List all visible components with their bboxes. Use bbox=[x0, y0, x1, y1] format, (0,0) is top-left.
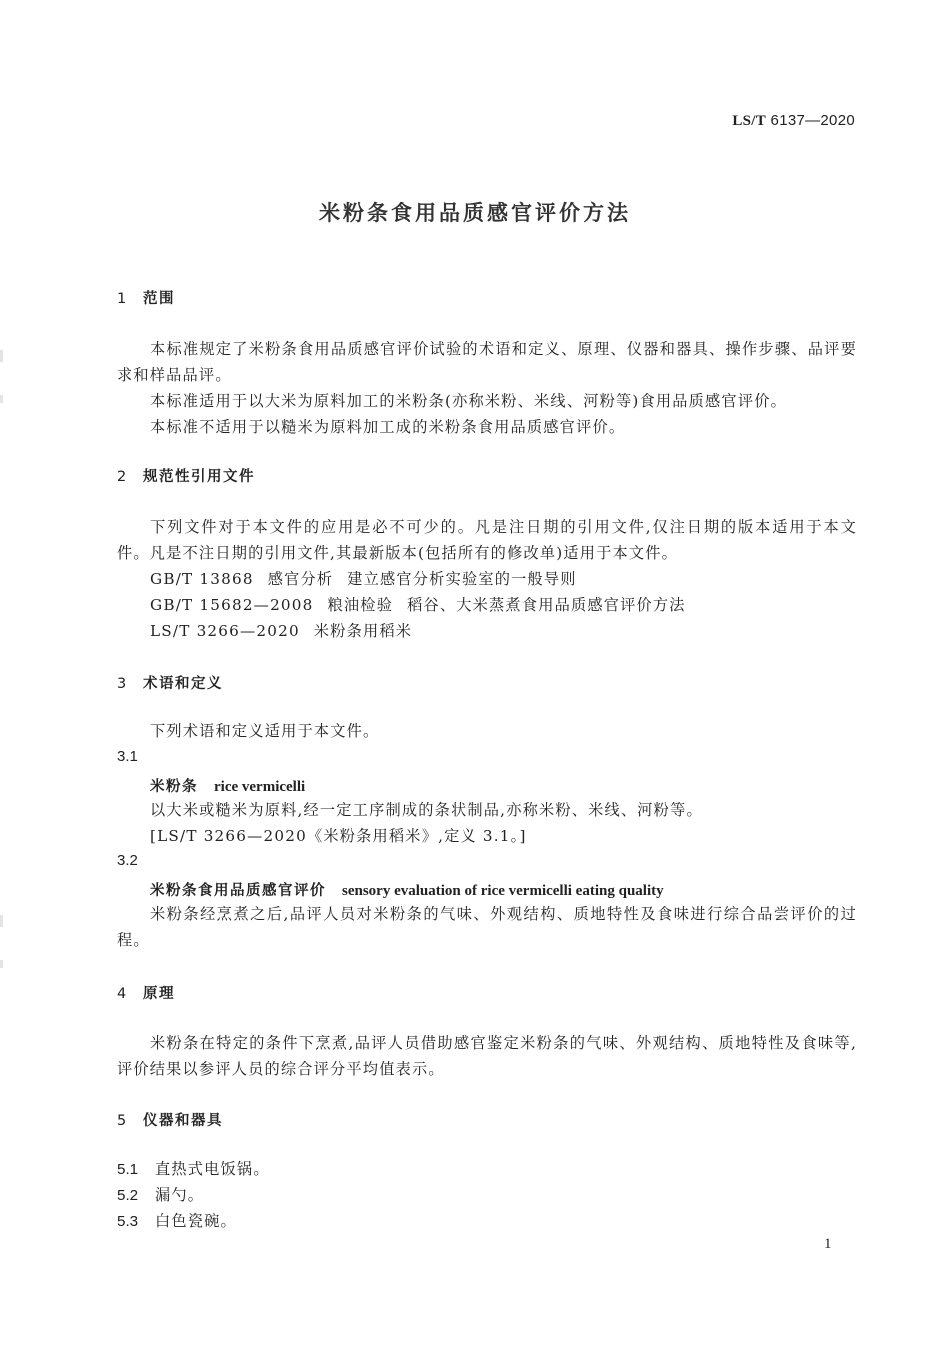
term-entry bbox=[150, 775, 305, 796]
list-item bbox=[117, 1210, 237, 1231]
section-title: 规范性引用文件 bbox=[143, 469, 255, 485]
term-entry bbox=[150, 879, 664, 900]
reference-item bbox=[150, 566, 577, 592]
standard-code: 6137—2020 bbox=[770, 112, 855, 129]
section-title: 仪器和器具 bbox=[143, 1113, 223, 1129]
scan-artifact bbox=[0, 350, 3, 362]
item-number: 5.1 bbox=[117, 1161, 139, 1178]
term-number: 3.1 bbox=[117, 748, 138, 765]
term-source: [LS/T 3266—2020《米粉条用稻米》,定义 3.1。] bbox=[150, 827, 527, 845]
section-number: 4 bbox=[117, 986, 127, 1002]
reference-item bbox=[150, 592, 686, 618]
item-number: 5.3 bbox=[117, 1213, 139, 1230]
term-en: sensory evaluation of rice vermicelli eating quality bbox=[342, 883, 664, 899]
reference-title-part: 建立感官分析实验室的一般导则 bbox=[347, 570, 577, 588]
reference-title-part: 粮油检验 bbox=[327, 596, 394, 614]
paragraph: 本标准不适用于以糙米为原料加工成的米粉条食用品质感官评价。 bbox=[150, 418, 626, 436]
section-number: 1 bbox=[117, 291, 127, 307]
reference-code: GB/T 15682—2008 bbox=[150, 596, 314, 614]
section-title: 范围 bbox=[143, 291, 175, 307]
page-number: 1 bbox=[824, 1236, 832, 1252]
term-number: 3.2 bbox=[117, 852, 138, 869]
section-heading-3 bbox=[117, 672, 223, 693]
item-text: 漏勺。 bbox=[155, 1186, 205, 1204]
term-en: rice vermicelli bbox=[214, 779, 306, 795]
section-heading-5 bbox=[117, 1109, 223, 1130]
paragraph: 本标准规定了米粉条食用品质感官评价试验的术语和定义、原理、仪器和器具、操作步骤、品评要求和样品品评。 bbox=[117, 340, 857, 384]
paragraph: 本标准适用于以大米为原料加工的米粉条(亦称米粉、米线、河粉等)食用品质感官评价。 bbox=[150, 392, 787, 410]
reference-title-part: 感官分析 bbox=[267, 570, 334, 588]
item-number: 5.2 bbox=[117, 1187, 139, 1204]
section-number: 3 bbox=[117, 676, 127, 692]
reference-title-part: 米粉条用稻米 bbox=[313, 622, 413, 640]
standard-prefix: LS/T bbox=[732, 113, 767, 129]
paragraph: 米粉条在特定的条件下烹煮,品评人员借助感官鉴定米粉条的气味、外观结构、质地特性及食味等,评价结果以参评人员的综合评分平均值表示。 bbox=[117, 1034, 857, 1078]
paragraph: 下列文件对于本文件的应用是必不可少的。凡是注日期的引用文件,仅注日期的版本适用于本文件。凡是不注日期的引用文件,其最新版本(包括所有的修改单)适用于本文件。 bbox=[117, 518, 857, 562]
reference-title-part: 稻谷、大米蒸煮食用品质感官评价方法 bbox=[407, 596, 686, 614]
reference-item bbox=[150, 618, 412, 644]
section-number: 2 bbox=[117, 469, 127, 485]
list-item bbox=[117, 1184, 204, 1205]
document-title: 米粉条食用品质感官评价方法 bbox=[319, 201, 631, 225]
reference-code: GB/T 13868 bbox=[150, 570, 254, 588]
section-title: 术语和定义 bbox=[143, 676, 223, 692]
section-number: 5 bbox=[117, 1113, 127, 1129]
section-heading-2 bbox=[117, 465, 255, 486]
list-item bbox=[117, 1158, 270, 1179]
item-text: 直热式电饭锅。 bbox=[155, 1160, 270, 1178]
scan-artifact bbox=[0, 915, 3, 927]
section-heading-1 bbox=[117, 287, 175, 308]
scan-artifact bbox=[0, 395, 3, 403]
item-text: 白色瓷碗。 bbox=[155, 1212, 237, 1230]
reference-code: LS/T 3266—2020 bbox=[150, 622, 300, 640]
standard-number bbox=[732, 112, 855, 130]
term-definition: 米粉条经烹煮之后,品评人员对米粉条的气味、外观结构、质地特性及食味进行综合品尝评价的过程。 bbox=[117, 905, 857, 949]
section-heading-4 bbox=[117, 982, 175, 1003]
term-zh: 米粉条食用品质感官评价 bbox=[150, 883, 326, 899]
term-definition: 以大米或糙米为原料,经一定工序制成的条状制品,亦称米粉、米线、河粉等。 bbox=[150, 801, 703, 819]
term-zh: 米粉条 bbox=[150, 779, 198, 795]
scan-artifact bbox=[0, 960, 3, 968]
paragraph: 下列术语和定义适用于本文件。 bbox=[150, 722, 380, 740]
section-title: 原理 bbox=[143, 986, 175, 1002]
